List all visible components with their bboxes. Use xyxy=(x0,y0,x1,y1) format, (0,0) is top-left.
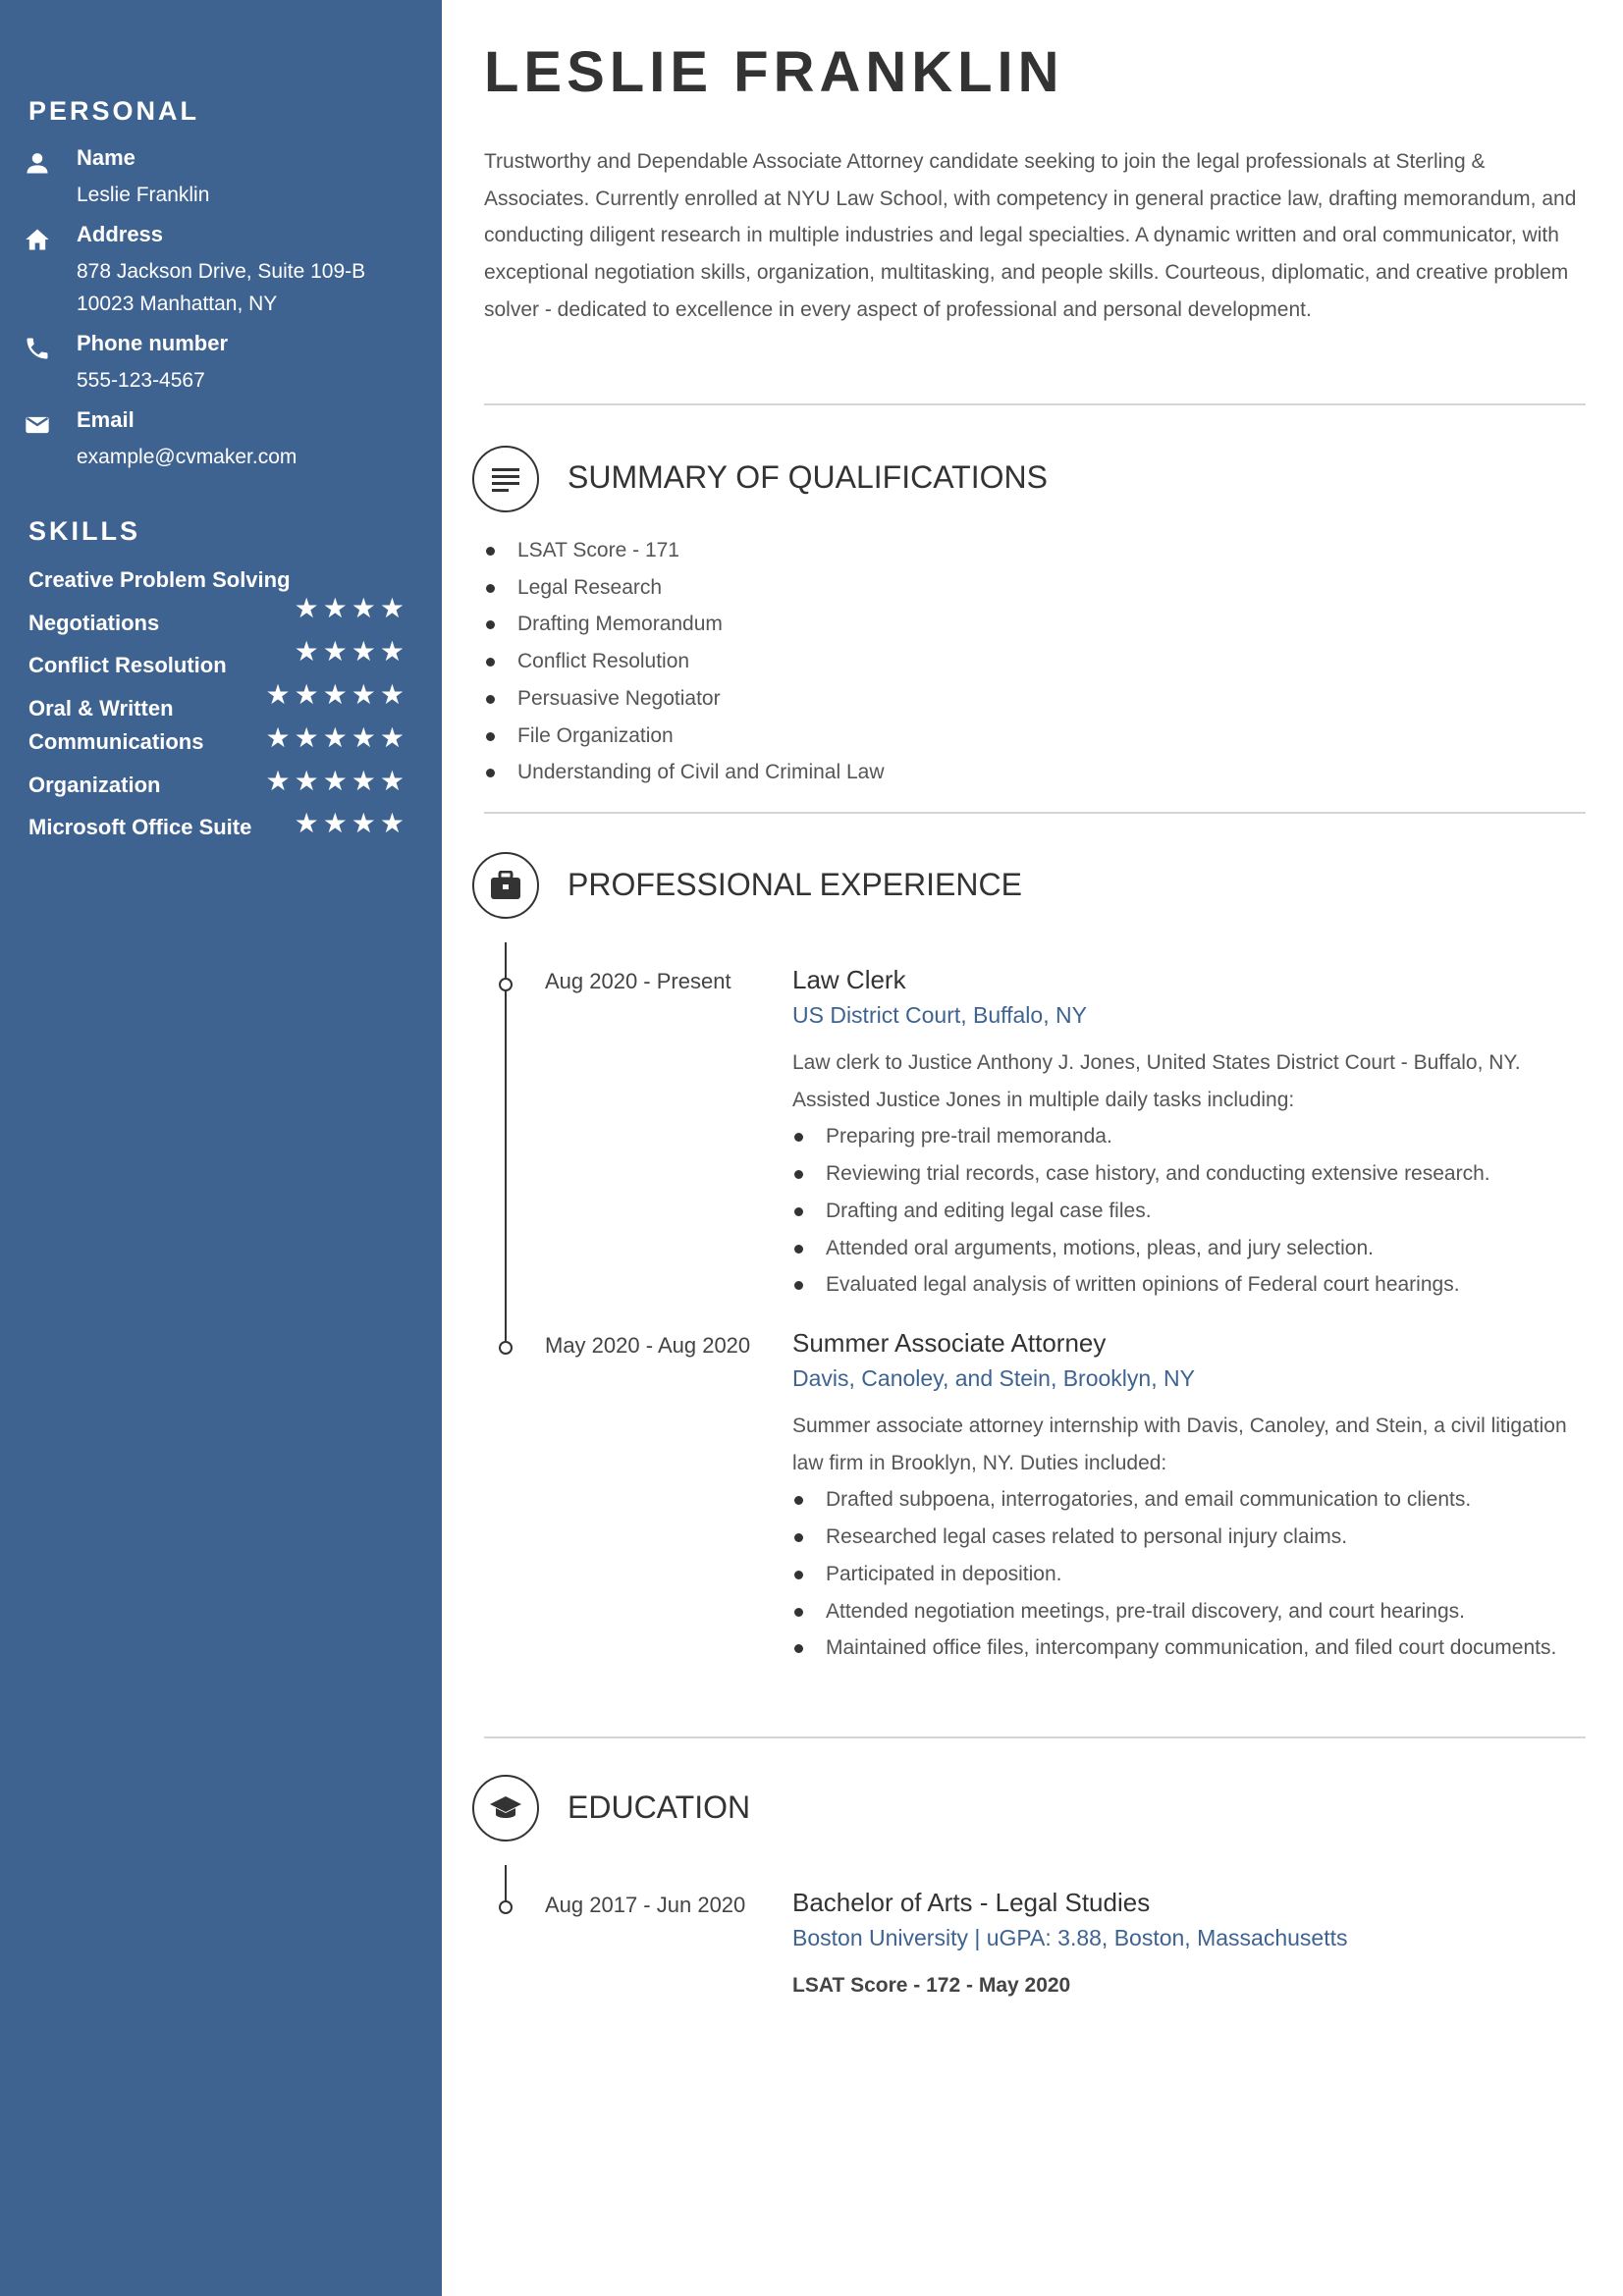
candidate-name: LESLIE FRANKLIN xyxy=(484,40,1064,104)
sidebar xyxy=(0,0,442,2296)
timeline-dot xyxy=(499,1900,513,1914)
timeline-dot xyxy=(499,978,513,991)
phone-value: 555-123-4567 xyxy=(77,369,205,392)
divider xyxy=(484,812,1586,814)
list-item: Understanding of Civil and Criminal Law xyxy=(484,754,885,791)
name-label: Name xyxy=(77,145,135,170)
education-note: LSAT Score - 172 - May 2020 xyxy=(792,1974,1071,1997)
profile-summary: Trustworthy and Dependable Associate Attorney candidate seeking to join the legal professionals at Sterling & Associates. Currently enrolled at NYU Law School, with competency in general practice law, drafting memorandum, and conducting diligent research in multiple industries and legal specialties. A dynamic written and oral communicator, with exceptional negotiation skills, organization, multitasking, and people skills. Courteous, diplomatic, and creative problem solver - dedicated to excellence in every aspect of professional and personal development. xyxy=(484,150,1577,321)
list-item: Drafted subpoena, interrogatories, and email communication to clients. xyxy=(792,1481,1586,1519)
skills-heading: SKILLS xyxy=(28,516,141,546)
job-date: Aug 2020 - Present xyxy=(545,969,731,993)
briefcase-icon xyxy=(472,852,539,919)
qualifications-heading: SUMMARY OF QUALIFICATIONS xyxy=(568,459,1048,495)
list-item: Attended negotiation meetings, pre-trail discovery, and court hearings. xyxy=(792,1593,1586,1630)
graduation-cap-icon xyxy=(472,1775,539,1842)
list-item: Preparing pre-trail memoranda. xyxy=(792,1118,1586,1155)
job-description: Summer associate attorney internship with Davis, Canoley, and Stein, a civil litigation law firm in Brooklyn, NY. Duties included: xyxy=(792,1415,1567,1474)
phone-label: Phone number xyxy=(77,331,229,355)
phone-icon xyxy=(24,335,51,362)
list-item: LSAT Score - 171 xyxy=(484,532,885,569)
skill-stars: ★★★★ xyxy=(294,636,408,667)
skill-stars: ★★★★ xyxy=(294,808,408,838)
skill-stars: ★★★★★ xyxy=(265,766,408,796)
education-entry xyxy=(792,1885,1586,2004)
personal-heading: PERSONAL xyxy=(28,96,200,126)
job-duties xyxy=(792,1481,1586,1667)
list-item: File Organization xyxy=(484,718,885,755)
skill-name: Negotiations xyxy=(28,611,160,635)
email-icon xyxy=(24,411,51,439)
degree: Bachelor of Arts - Legal Studies xyxy=(792,1888,1151,1917)
list-item: Conflict Resolution xyxy=(484,643,885,680)
divider xyxy=(484,1736,1586,1738)
list-item: Attended oral arguments, motions, pleas, and jury selection. xyxy=(792,1230,1586,1267)
email-value: example@cvmaker.com xyxy=(77,446,298,468)
education-heading: EDUCATION xyxy=(568,1789,751,1825)
job-date: May 2020 - Aug 2020 xyxy=(545,1333,751,1358)
job-company: Davis, Canoley, and Stein, Brooklyn, NY xyxy=(792,1365,1195,1391)
skill-name: Creative Problem Solving xyxy=(28,567,291,592)
skill-name: Conflict Resolution xyxy=(28,653,227,677)
email-label: Email xyxy=(77,407,135,432)
list-item: Drafting Memorandum xyxy=(484,606,885,643)
job-company: US District Court, Buffalo, NY xyxy=(792,1002,1087,1028)
list-item: Drafting and editing legal case files. xyxy=(792,1193,1586,1230)
school: Boston University | uGPA: 3.88, Boston, Massachusetts xyxy=(792,1925,1348,1950)
job-description: Law clerk to Justice Anthony J. Jones, United States District Court - Buffalo, NY. Assisted Justice Jones in multiple daily tasks including: xyxy=(792,1051,1521,1111)
timeline-line xyxy=(505,942,507,1349)
address-value xyxy=(77,255,365,320)
job-title: Law Clerk xyxy=(792,965,906,994)
home-icon xyxy=(24,226,51,253)
skill-name: Microsoft Office Suite xyxy=(28,815,252,839)
job-entry xyxy=(792,1325,1586,1667)
lines-icon xyxy=(472,446,539,512)
skill-name: Oral & Written xyxy=(28,696,174,721)
job-title: Summer Associate Attorney xyxy=(792,1328,1107,1358)
divider xyxy=(484,403,1586,405)
list-item: Persuasive Negotiator xyxy=(484,680,885,718)
person-icon xyxy=(24,149,51,177)
list-item: Participated in deposition. xyxy=(792,1556,1586,1593)
skill-stars: ★★★★★ xyxy=(265,722,408,753)
timeline-line xyxy=(505,1865,507,1904)
address-line2: 10023 Manhattan, NY xyxy=(77,293,278,315)
skill-stars: ★★★★ xyxy=(294,593,408,623)
address-label: Address xyxy=(77,222,164,246)
education-date: Aug 2017 - Jun 2020 xyxy=(545,1893,746,1917)
job-duties xyxy=(792,1118,1586,1304)
name-value: Leslie Franklin xyxy=(77,184,210,206)
list-item: Maintained office files, intercompany communication, and filed court documents. xyxy=(792,1629,1586,1667)
skill-name: Organization xyxy=(28,773,161,797)
address-line1: 878 Jackson Drive, Suite 109-B xyxy=(77,260,366,283)
experience-heading: PROFESSIONAL EXPERIENCE xyxy=(568,867,1022,902)
list-item: Reviewing trial records, case history, and conducting extensive research. xyxy=(792,1155,1586,1193)
list-item: Legal Research xyxy=(484,569,885,607)
list-item: Researched legal cases related to personal injury claims. xyxy=(792,1519,1586,1556)
job-entry xyxy=(792,962,1586,1304)
skill-stars: ★★★★★ xyxy=(265,679,408,710)
skill-name: Communications xyxy=(28,729,204,754)
qualifications-list xyxy=(484,532,885,791)
list-item: Evaluated legal analysis of written opinions of Federal court hearings. xyxy=(792,1266,1586,1304)
timeline-dot xyxy=(499,1341,513,1355)
